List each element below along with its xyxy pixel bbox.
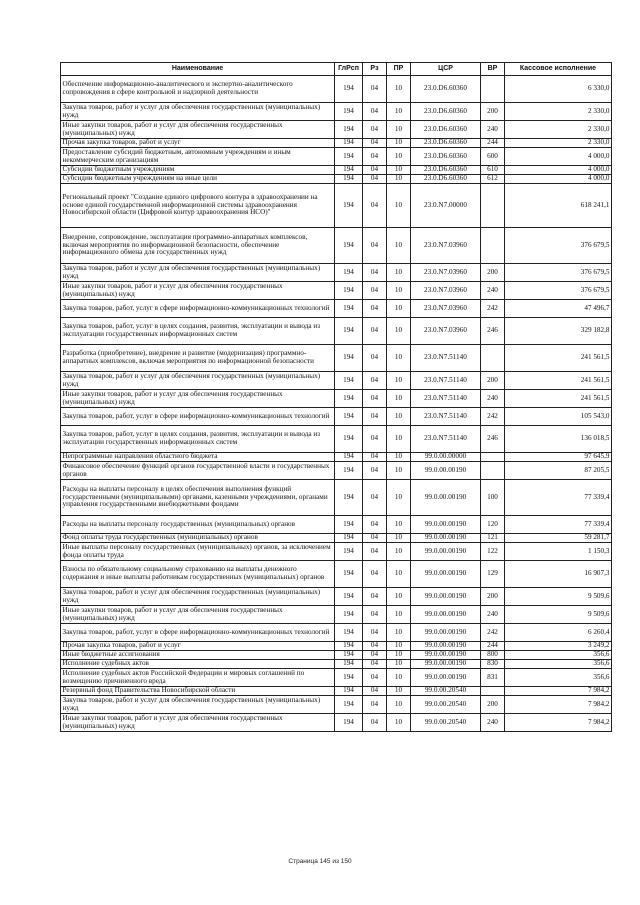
cell-rz: 04 — [363, 139, 387, 148]
cell-rz: 04 — [363, 103, 387, 121]
cell-rz: 04 — [363, 300, 387, 318]
table-row — [61, 624, 612, 642]
table-row — [61, 390, 612, 408]
cell-rz: 04 — [363, 372, 387, 390]
table-row — [61, 318, 612, 345]
cell-rz: 04 — [363, 606, 387, 624]
cell-csr: 23.0.D6.60360 — [411, 103, 481, 121]
cell-pr: 10 — [387, 534, 411, 543]
cell-rz: 04 — [363, 642, 387, 651]
budget-execution-table — [60, 62, 612, 732]
header-amount: Кассовое исполнение — [505, 63, 612, 76]
cell-grbs: 194 — [335, 228, 363, 264]
cell-pr: 10 — [387, 166, 411, 175]
cell-rz: 04 — [363, 453, 387, 462]
cell-name: Закупка товаров, работ и услуг для обеспечения государственных (муниципальных) нужд — [61, 588, 335, 606]
cell-pr: 10 — [387, 588, 411, 606]
cell-name: Закупка товаров, работ, услуг в целях создания, развития, эксплуатации и вывода из эксплуатации государственных информационных систем — [61, 426, 335, 453]
cell-vr — [481, 184, 505, 228]
cell-name: Иные закупки товаров, работ и услуг для обеспечения государственных (муниципальных) нужд — [61, 606, 335, 624]
cell-csr: 99.0.00.00190 — [411, 588, 481, 606]
cell-grbs: 194 — [335, 696, 363, 714]
cell-vr: 100 — [481, 480, 505, 516]
cell-vr: 612 — [481, 175, 505, 184]
cell-name: Прочая закупка товаров, работ и услуг — [61, 642, 335, 651]
table-row — [61, 462, 612, 480]
table-row — [61, 282, 612, 300]
page-number: Страница 145 из 150 — [288, 858, 352, 865]
cell-vr: 244 — [481, 139, 505, 148]
cell-csr: 99.0.00.00190 — [411, 534, 481, 543]
cell-amount: 329 182,8 — [505, 318, 612, 345]
cell-vr: 831 — [481, 669, 505, 687]
table-row — [61, 687, 612, 696]
cell-grbs: 194 — [335, 184, 363, 228]
table-row — [61, 121, 612, 139]
cell-grbs: 194 — [335, 534, 363, 543]
cell-grbs: 194 — [335, 516, 363, 534]
cell-vr: 200 — [481, 264, 505, 282]
cell-vr — [481, 76, 505, 103]
cell-csr: 23.0.N7.03960 — [411, 318, 481, 345]
cell-name: Закупка товаров, работ и услуг для обеспечения государственных (муниципальных) нужд — [61, 264, 335, 282]
cell-vr: 830 — [481, 660, 505, 669]
cell-pr: 10 — [387, 139, 411, 148]
cell-pr: 10 — [387, 318, 411, 345]
cell-csr: 99.0.00.00190 — [411, 651, 481, 660]
cell-pr: 10 — [387, 300, 411, 318]
cell-csr: 23.0.N7.03960 — [411, 264, 481, 282]
cell-csr: 23.0.N7.03960 — [411, 282, 481, 300]
cell-csr: 23.0.N7.00000 — [411, 184, 481, 228]
cell-grbs: 194 — [335, 121, 363, 139]
cell-amount: 9 509,6 — [505, 588, 612, 606]
cell-amount: 2 330,0 — [505, 121, 612, 139]
table-row — [61, 453, 612, 462]
cell-grbs: 194 — [335, 480, 363, 516]
cell-grbs: 194 — [335, 543, 363, 561]
cell-vr: 240 — [481, 606, 505, 624]
table-row — [61, 372, 612, 390]
cell-rz: 04 — [363, 714, 387, 732]
cell-rz: 04 — [363, 561, 387, 588]
cell-grbs: 194 — [335, 103, 363, 121]
cell-pr: 10 — [387, 669, 411, 687]
cell-csr: 23.0.N7.03960 — [411, 300, 481, 318]
cell-name: Закупка товаров, работ, услуг в сфере информационно-коммуникационных технологий — [61, 624, 335, 642]
cell-pr: 10 — [387, 76, 411, 103]
cell-name: Закупка товаров, работ, услуг в целях создания, развития, эксплуатации и вывода из эксплуатации государственных информационных систем — [61, 318, 335, 345]
cell-rz: 04 — [363, 408, 387, 426]
table-row — [61, 669, 612, 687]
cell-rz: 04 — [363, 462, 387, 480]
cell-name: Закупка товаров, работ, услуг в сфере информационно-коммуникационных технологий — [61, 300, 335, 318]
cell-vr — [481, 453, 505, 462]
cell-vr: 242 — [481, 300, 505, 318]
table-row — [61, 345, 612, 372]
cell-rz: 04 — [363, 624, 387, 642]
cell-csr: 23.0.D6.60360 — [411, 166, 481, 175]
cell-csr: 99.0.00.00190 — [411, 462, 481, 480]
cell-csr: 99.0.00.00190 — [411, 516, 481, 534]
cell-pr: 10 — [387, 345, 411, 372]
cell-csr: 99.0.00.00190 — [411, 561, 481, 588]
cell-grbs: 194 — [335, 687, 363, 696]
cell-pr: 10 — [387, 480, 411, 516]
cell-rz: 04 — [363, 318, 387, 345]
header-name: Наименование — [61, 63, 335, 76]
cell-rz: 04 — [363, 166, 387, 175]
cell-csr: 99.0.00.00190 — [411, 480, 481, 516]
cell-csr: 99.0.00.00190 — [411, 642, 481, 651]
cell-vr — [481, 687, 505, 696]
cell-amount: 7 984,2 — [505, 696, 612, 714]
cell-name: Внедрение, сопровождение, эксплуатация программно-аппаратных комплексов, включая мероприятия по информационной безопасности, обеспечение информационного обмена для государственных нужд — [61, 228, 335, 264]
cell-vr: 240 — [481, 390, 505, 408]
table-row — [61, 148, 612, 166]
cell-rz: 04 — [363, 543, 387, 561]
cell-rz: 04 — [363, 175, 387, 184]
cell-vr: 122 — [481, 543, 505, 561]
cell-amount: 376 679,5 — [505, 228, 612, 264]
table-row — [61, 696, 612, 714]
cell-csr: 99.0.00.00190 — [411, 606, 481, 624]
cell-vr — [481, 462, 505, 480]
cell-csr: 23.0.D6.60360 — [411, 121, 481, 139]
cell-pr: 10 — [387, 372, 411, 390]
cell-pr: 10 — [387, 606, 411, 624]
cell-name: Иные закупки товаров, работ и услуг для обеспечения государственных (муниципальных) нужд — [61, 714, 335, 732]
cell-name: Закупка товаров, работ и услуг для обеспечения государственных (муниципальных) нужд — [61, 103, 335, 121]
cell-name: Расходы на выплаты персоналу в целях обеспечения выполнения функций государственными (муниципальными) органами, казенными учреждениями, органами управления государственными внебюджетными фондами — [61, 480, 335, 516]
cell-amount: 59 281,7 — [505, 534, 612, 543]
cell-csr: 23.0.N7.51140 — [411, 426, 481, 453]
cell-name: Иные закупки товаров, работ и услуг для обеспечения государственных (муниципальных) нужд — [61, 121, 335, 139]
cell-rz: 04 — [363, 282, 387, 300]
cell-pr: 10 — [387, 687, 411, 696]
cell-grbs: 194 — [335, 372, 363, 390]
cell-rz: 04 — [363, 228, 387, 264]
cell-vr: 120 — [481, 516, 505, 534]
cell-amount: 87 205,5 — [505, 462, 612, 480]
cell-name: Предоставление субсидий бюджетным, автономным учреждениям и иным некоммерческим организациям — [61, 148, 335, 166]
cell-name: Исполнение судебных актов Российской Федерации и мировых соглашений по возмещению причиненного вреда — [61, 669, 335, 687]
cell-vr: 200 — [481, 696, 505, 714]
cell-amount: 4 000,0 — [505, 148, 612, 166]
table-row — [61, 606, 612, 624]
cell-pr: 10 — [387, 642, 411, 651]
cell-pr: 10 — [387, 516, 411, 534]
cell-rz: 04 — [363, 390, 387, 408]
cell-grbs: 194 — [335, 606, 363, 624]
cell-name: Обеспечение информационно-аналитического и экспертно-аналитического сопровождения в сфере контрольной и надзорной деятельности — [61, 76, 335, 103]
header-pr: ПР — [387, 63, 411, 76]
table-row — [61, 714, 612, 732]
cell-pr: 10 — [387, 453, 411, 462]
cell-pr: 10 — [387, 175, 411, 184]
cell-grbs: 194 — [335, 624, 363, 642]
cell-grbs: 194 — [335, 76, 363, 103]
cell-amount: 356,6 — [505, 669, 612, 687]
cell-csr: 23.0.N7.51140 — [411, 345, 481, 372]
cell-grbs: 194 — [335, 166, 363, 175]
cell-csr: 23.0.D6.60360 — [411, 76, 481, 103]
cell-vr: 600 — [481, 148, 505, 166]
cell-amount: 3 249,2 — [505, 642, 612, 651]
table-row — [61, 543, 612, 561]
cell-rz: 04 — [363, 345, 387, 372]
cell-amount: 105 543,0 — [505, 408, 612, 426]
table-row — [61, 534, 612, 543]
cell-rz: 04 — [363, 121, 387, 139]
cell-pr: 10 — [387, 264, 411, 282]
header-csr: ЦСР — [411, 63, 481, 76]
cell-rz: 04 — [363, 426, 387, 453]
cell-name: Региональный проект "Создание единого цифрового контура в здравоохранении на основе единой государственной информационной системы здравоохранения Новосибирской области (Цифровой контур здравоохранения НСО)" — [61, 184, 335, 228]
cell-name: Субсидии бюджетным учреждениям — [61, 166, 335, 175]
cell-name: Расходы на выплаты персоналу государственных (муниципальных) органов — [61, 516, 335, 534]
header-vr: ВР — [481, 63, 505, 76]
cell-name: Субсидии бюджетным учреждениям на иные цели — [61, 175, 335, 184]
cell-vr — [481, 345, 505, 372]
cell-vr: 610 — [481, 166, 505, 175]
cell-csr: 99.0.00.00000 — [411, 453, 481, 462]
cell-amount: 618 241,1 — [505, 184, 612, 228]
cell-grbs: 194 — [335, 390, 363, 408]
cell-grbs: 194 — [335, 175, 363, 184]
cell-pr: 10 — [387, 462, 411, 480]
cell-rz: 04 — [363, 588, 387, 606]
cell-grbs: 194 — [335, 318, 363, 345]
cell-vr: 242 — [481, 624, 505, 642]
table-row — [61, 426, 612, 453]
cell-rz: 04 — [363, 264, 387, 282]
table-row — [61, 228, 612, 264]
cell-amount: 241 561,5 — [505, 372, 612, 390]
cell-name: Резервный фонд Правительства Новосибирской области — [61, 687, 335, 696]
cell-rz: 04 — [363, 696, 387, 714]
cell-csr: 23.0.N7.51140 — [411, 390, 481, 408]
cell-pr: 10 — [387, 103, 411, 121]
table-row — [61, 76, 612, 103]
cell-grbs: 194 — [335, 282, 363, 300]
cell-amount: 356,6 — [505, 651, 612, 660]
cell-rz: 04 — [363, 76, 387, 103]
cell-csr: 99.0.00.20540 — [411, 687, 481, 696]
cell-grbs: 194 — [335, 660, 363, 669]
cell-amount: 241 561,5 — [505, 390, 612, 408]
cell-rz: 04 — [363, 516, 387, 534]
cell-csr: 99.0.00.00190 — [411, 624, 481, 642]
table-row — [61, 103, 612, 121]
cell-grbs: 194 — [335, 408, 363, 426]
table-row — [61, 561, 612, 588]
cell-amount: 2 330,0 — [505, 103, 612, 121]
cell-amount: 77 339,4 — [505, 516, 612, 534]
cell-grbs: 194 — [335, 588, 363, 606]
cell-grbs: 194 — [335, 462, 363, 480]
cell-grbs: 194 — [335, 264, 363, 282]
cell-csr: 99.0.00.00190 — [411, 543, 481, 561]
cell-name: Иные закупки товаров, работ и услуг для обеспечения государственных (муниципальных) нужд — [61, 282, 335, 300]
cell-amount: 4 000,0 — [505, 175, 612, 184]
cell-amount: 6 260,4 — [505, 624, 612, 642]
cell-csr: 99.0.00.00190 — [411, 660, 481, 669]
table-row — [61, 184, 612, 228]
table-row — [61, 264, 612, 282]
cell-rz: 04 — [363, 534, 387, 543]
cell-pr: 10 — [387, 543, 411, 561]
cell-grbs: 194 — [335, 148, 363, 166]
cell-rz: 04 — [363, 651, 387, 660]
cell-name: Иные выплаты персоналу государственных (муниципальных) органов, за исключением фонда оплаты труда — [61, 543, 335, 561]
cell-vr: 242 — [481, 408, 505, 426]
cell-pr: 10 — [387, 624, 411, 642]
cell-vr: 200 — [481, 588, 505, 606]
cell-name: Закупка товаров, работ, услуг в сфере информационно-коммуникационных технологий — [61, 408, 335, 426]
cell-rz: 04 — [363, 669, 387, 687]
cell-vr: 800 — [481, 651, 505, 660]
cell-vr: 240 — [481, 282, 505, 300]
cell-vr: 240 — [481, 714, 505, 732]
cell-amount: 16 907,3 — [505, 561, 612, 588]
table-row — [61, 588, 612, 606]
cell-grbs: 194 — [335, 426, 363, 453]
cell-amount: 4 000,0 — [505, 166, 612, 175]
cell-pr: 10 — [387, 282, 411, 300]
cell-name: Закупка товаров, работ и услуг для обеспечения государственных (муниципальных) нужд — [61, 696, 335, 714]
cell-vr: 246 — [481, 318, 505, 345]
cell-pr: 10 — [387, 426, 411, 453]
cell-pr: 10 — [387, 121, 411, 139]
table-body — [61, 76, 612, 732]
cell-name: Непрограммные направления областного бюджета — [61, 453, 335, 462]
cell-grbs: 194 — [335, 651, 363, 660]
cell-pr: 10 — [387, 561, 411, 588]
cell-csr: 99.0.00.20540 — [411, 714, 481, 732]
header-grbs: ГлРсп — [335, 63, 363, 76]
cell-name: Иные закупки товаров, работ и услуг для обеспечения государственных (муниципальных) нужд — [61, 390, 335, 408]
cell-name: Прочая закупка товаров, работ и услуг — [61, 139, 335, 148]
cell-csr: 23.0.D6.60360 — [411, 175, 481, 184]
table-row — [61, 660, 612, 669]
cell-name: Исполнение судебных актов — [61, 660, 335, 669]
cell-name: Финансовое обеспечение функций органов государственной власти и государственных органов — [61, 462, 335, 480]
cell-vr: 121 — [481, 534, 505, 543]
table-row — [61, 139, 612, 148]
cell-rz: 04 — [363, 687, 387, 696]
cell-grbs: 194 — [335, 714, 363, 732]
cell-pr: 10 — [387, 184, 411, 228]
cell-pr: 10 — [387, 390, 411, 408]
cell-grbs: 194 — [335, 300, 363, 318]
cell-amount: 77 339,4 — [505, 480, 612, 516]
cell-csr: 99.0.00.20540 — [411, 696, 481, 714]
cell-amount: 2 330,0 — [505, 139, 612, 148]
cell-amount: 47 496,7 — [505, 300, 612, 318]
cell-grbs: 194 — [335, 345, 363, 372]
cell-name: Взносы по обязательному социальному страхованию на выплаты денежного содержания и иные выплаты работникам государственных (муниципальных) органов — [61, 561, 335, 588]
cell-vr: 129 — [481, 561, 505, 588]
cell-grbs: 194 — [335, 669, 363, 687]
table-row — [61, 480, 612, 516]
table-row — [61, 175, 612, 184]
cell-vr — [481, 228, 505, 264]
cell-pr: 10 — [387, 228, 411, 264]
table-row — [61, 408, 612, 426]
cell-name: Иные бюджетные ассигнования — [61, 651, 335, 660]
cell-pr: 10 — [387, 408, 411, 426]
cell-name: Фонд оплаты труда государственных (муниципальных) органов — [61, 534, 335, 543]
table-header-row — [61, 63, 612, 76]
cell-csr: 23.0.N7.51140 — [411, 372, 481, 390]
cell-pr: 10 — [387, 714, 411, 732]
cell-csr: 23.0.D6.60360 — [411, 148, 481, 166]
cell-amount: 6 330,0 — [505, 76, 612, 103]
cell-pr: 10 — [387, 660, 411, 669]
cell-vr: 200 — [481, 372, 505, 390]
table-row — [61, 516, 612, 534]
cell-amount: 1 150,3 — [505, 543, 612, 561]
cell-vr: 244 — [481, 642, 505, 651]
cell-amount: 136 018,5 — [505, 426, 612, 453]
cell-name: Закупка товаров, работ и услуг для обеспечения государственных (муниципальных) нужд — [61, 372, 335, 390]
cell-grbs: 194 — [335, 561, 363, 588]
cell-pr: 10 — [387, 148, 411, 166]
cell-grbs: 194 — [335, 139, 363, 148]
cell-amount: 97 645,9 — [505, 453, 612, 462]
cell-vr: 240 — [481, 121, 505, 139]
cell-amount: 376 679,5 — [505, 264, 612, 282]
cell-amount: 376 679,5 — [505, 282, 612, 300]
cell-amount: 356,6 — [505, 660, 612, 669]
cell-csr: 99.0.00.00190 — [411, 669, 481, 687]
cell-pr: 10 — [387, 651, 411, 660]
cell-grbs: 194 — [335, 642, 363, 651]
cell-csr: 23.0.N7.51140 — [411, 408, 481, 426]
cell-vr: 200 — [481, 103, 505, 121]
header-rz: Рз — [363, 63, 387, 76]
cell-rz: 04 — [363, 184, 387, 228]
cell-amount: 7 984,2 — [505, 714, 612, 732]
cell-name: Разработка (приобретение), внедрение и развитие (модернизация) программно-аппаратных комплексов, включая мероприятия по информационной безопасности — [61, 345, 335, 372]
cell-amount: 7 984,2 — [505, 687, 612, 696]
cell-rz: 04 — [363, 148, 387, 166]
cell-rz: 04 — [363, 660, 387, 669]
cell-pr: 10 — [387, 696, 411, 714]
cell-csr: 23.0.D6.60360 — [411, 139, 481, 148]
cell-amount: 9 509,6 — [505, 606, 612, 624]
cell-rz: 04 — [363, 480, 387, 516]
cell-csr: 23.0.N7.03960 — [411, 228, 481, 264]
table-row — [61, 300, 612, 318]
cell-grbs: 194 — [335, 453, 363, 462]
cell-amount: 241 561,5 — [505, 345, 612, 372]
cell-vr: 246 — [481, 426, 505, 453]
